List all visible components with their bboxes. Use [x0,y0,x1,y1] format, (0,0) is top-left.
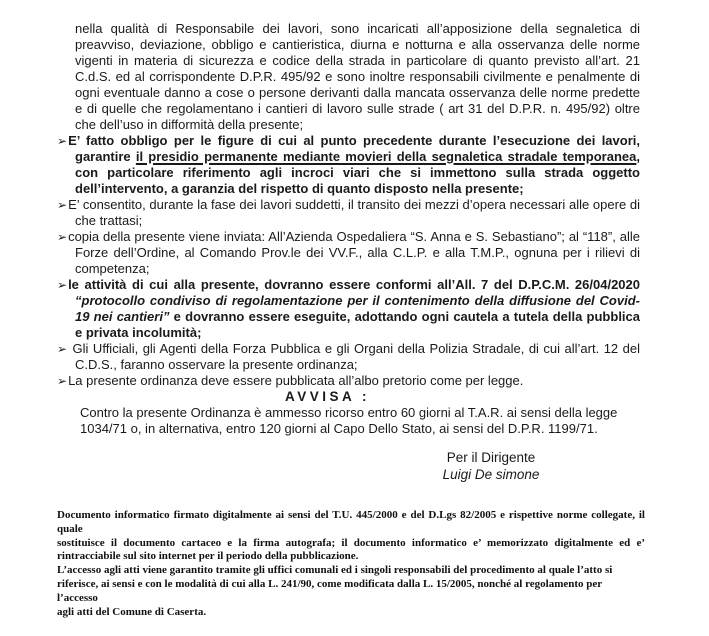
arrow-bullet-icon: ➢ [57,374,68,388]
avvisa-line: Contro la presente Ordinanza è ammesso ricorso entro 60 giorni al T.A.R. ai sensi della legge [80,405,618,420]
bullet-text: E’ fatto obbligo per le figure di cui al punto precedente durante l’esecuzione dei lavori, garantire [68,133,640,164]
avvisa-paragraph [57,405,640,437]
footer-line: sostituisce il documento cartaceo e la firma autografa; il documento informatico e’ memorizzato digitalmente ed e’ [57,536,645,549]
bullet-item-obbligo [57,133,640,197]
arrow-bullet-icon: ➢ [57,198,68,212]
bullet-item-ufficiali [57,341,640,373]
bullet-item-pubblicazione [57,373,640,389]
underlined-text: il presidio permanente mediante movieri della segnaletica stradale temporanea [135,149,637,164]
avvisa-heading: AVVISA : [285,389,371,404]
bullet-text: copia della presente viene inviata: All’Azienda Ospedaliera “S. Anna e S. Sebastiano”; al “118”, alle Forze dell’Ordine, al Comando Prov.le dei VV.F., alla C.L.P. e alla T.M.P., ognuna per i rilievi di competenza; [68,229,640,276]
signature-name: Luigi De simone [442,467,540,482]
bullet-text: E’ consentito, durante la fase dei lavori suddetti, il transito dei mezzi d’opera necessari alle opere di che trattasi; [68,197,640,228]
signature-role: Per il Dirigente [446,450,536,465]
bullet-text: e dovranno essere eseguite, adottando ogni cautela a tutela della pubblica e privata incolumità; [75,309,641,340]
footer-legal-note [57,509,645,619]
bullet-text: La presente ordinanza deve essere pubblicata all’albo pretorio come per legge. [68,373,524,388]
bullet-item-copia [57,229,640,277]
bullet-item-attivita [57,277,640,341]
arrow-bullet-icon: ➢ [57,278,68,292]
bullet-text: Gli Ufficiali, gli Agenti della Forza Pubblica e gli Organi della Polizia Stradale, di cui all’art. 12 del C.D.S., faranno osservare la presente ordinanza; [68,341,640,372]
bullet-list [57,133,640,389]
document-body [57,21,640,437]
footer-line: riferisce, ai sensi e con le modalità di cui alla L. 241/90, come modificata dalla L. 15/2005, nonché al regolamento per l’accesso [57,577,602,604]
signature-block [391,449,591,483]
intro-paragraph: nella qualità di Responsabile dei lavori, sono incaricati all’apposizione della segnaletica di preavviso, deviazione, obbligo e cantieristica, diurna e notturna e alla osservanza delle norme vigenti in materia di sicurezza e codice della strada in particolare di quanto previsto all’art. 21 C.d.S. ed al corrispondente D.P.R. 495/92 e sono inoltre responsabili civilmente e penalmente di ogni eventuale danno a cose o persone derivanti dalla mancata osservanza delle norme predette e di quelle che regolamentano i cantieri di lavoro sulle strade ( art 31 del D.P.R. n. 495/92) oltre che dell’uso in difformità della presente; [75,21,640,132]
bullet-item-consentito [57,197,640,229]
bullet-text: le attività di cui alla presente, dovranno essere conformi all’All. 7 del D.P.C.M. 26/04/2020 [68,277,640,292]
footer-line: L’accesso agli atti viene garantito tramite gli uffici comunali ed i singoli responsabili del procedimento al quale l’atto si [57,564,613,577]
footer-line: rintracciabile sul sito internet per il periodo della pubblicazione. [57,550,359,563]
bullet-text: , con particolare riferimento agli incroci viari che si immettono sulla strada oggetto dell’intervento, a garanzia del rispetto di quanto disposto nella presente; [75,149,640,196]
footer-line: agli atti del Comune di Caserta. [57,605,207,618]
arrow-bullet-icon: ➢ [57,230,68,244]
footer-line: Documento informatico firmato digitalmente ai sensi del T.U. 445/2000 e del D.Lgs 82/2005 e rispettive norme collegate, il quale [57,509,645,535]
arrow-bullet-icon: ➢ [57,134,68,148]
arrow-bullet-icon: ➢ [57,342,68,356]
avvisa-line: 1034/71 o, in alternativa, entro 120 giorni al Capo Dello Stato, ai sensi del D.P.R. 1199/71. [80,421,598,436]
italic-protocol-text: “protocollo condiviso di regolamentazione per il contenimento della diffusione del Covid-19 nei cantieri” [75,293,640,324]
